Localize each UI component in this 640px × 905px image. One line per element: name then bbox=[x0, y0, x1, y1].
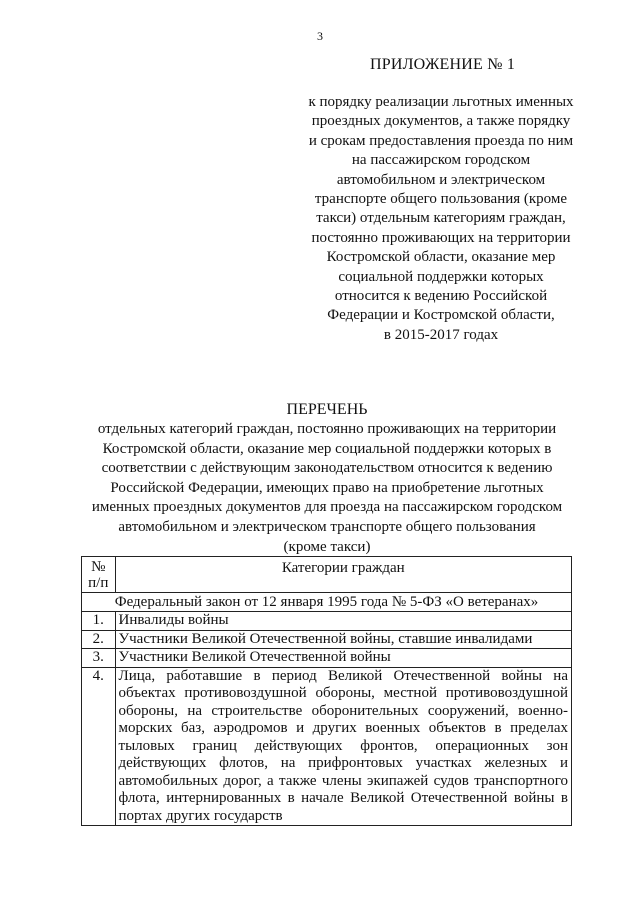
row-category-line: автомобильных дорог, а также члены экипажей судов транспортного bbox=[118, 772, 568, 789]
appendix-line: и срокам предоставления проезда по ним bbox=[308, 132, 574, 149]
list-subtitle-line: Российской Федерации, имеющих право на приобретение льготных bbox=[110, 479, 544, 496]
list-title: ПЕРЕЧЕНЬ bbox=[286, 401, 368, 418]
row-category-line: обороны, на строительстве оборонительных сооружений, военно- bbox=[118, 702, 568, 719]
appendix-line: к порядку реализации льготных именных bbox=[308, 94, 574, 110]
list-subtitle-line: именных проездных документов для проезда на пассажирском городском bbox=[91, 499, 563, 516]
table-row bbox=[82, 667, 572, 826]
law-cell: Федеральный закон от 12 января 1995 года № 5-ФЗ «О ветеранах» bbox=[82, 593, 572, 612]
table-header-row bbox=[82, 557, 572, 593]
row-category: Инвалиды войны bbox=[115, 612, 571, 631]
header-number-cell bbox=[82, 557, 116, 593]
list-subtitle-line: автомобильном и электрическом транспорте общего пользования bbox=[118, 518, 536, 535]
appendix-line: социальной поддержки которых bbox=[338, 268, 544, 285]
row-category-line: объектах противовоздушной обороны, местной противовоздушной bbox=[118, 685, 568, 701]
row-number: 2. bbox=[82, 630, 116, 649]
row-category-line: действующих флотов, на прифронтовых участках железных и bbox=[118, 755, 568, 771]
row-category-line: портах других государств bbox=[118, 807, 283, 824]
table-row bbox=[82, 630, 572, 649]
appendix-title: ПРИЛОЖЕНИЕ № 1 bbox=[370, 56, 516, 73]
header-number-abbr: п/п bbox=[88, 575, 109, 591]
appendix-line: транспорте общего пользования (кроме bbox=[314, 191, 568, 208]
list-subtitle-line: (кроме такси) bbox=[283, 538, 371, 555]
appendix-line: на пассажирском городском bbox=[351, 152, 531, 169]
appendix-line: Федерации и Костромской области, bbox=[327, 307, 555, 324]
table-row bbox=[82, 649, 572, 668]
appendix-line: Костромской области, оказание мер bbox=[326, 249, 556, 266]
row-number: 1. bbox=[82, 612, 116, 631]
law-row bbox=[82, 593, 572, 612]
appendix-line: в 2015-2017 годах bbox=[383, 326, 499, 343]
header-number-symbol: № bbox=[91, 559, 106, 575]
page-number: 3 bbox=[317, 29, 323, 43]
row-category: Участники Великой Отечественной войны, ставшие инвалидами bbox=[115, 630, 571, 649]
row-number: 3. bbox=[82, 649, 116, 668]
appendix-text bbox=[298, 93, 584, 345]
row-category-line: Лица, работавшие в период Великой Отечественной войны на bbox=[118, 667, 568, 684]
row-category: Участники Великой Отечественной войны bbox=[115, 649, 571, 668]
row-category bbox=[115, 667, 571, 826]
row-number: 4. bbox=[82, 667, 116, 826]
row-category-line: тыловых границ действующих фронтов, операционных зон bbox=[118, 737, 568, 754]
appendix-line: автомобильном и электрическом bbox=[336, 171, 546, 188]
appendix-line: такси) отдельным категориям граждан, bbox=[316, 210, 566, 227]
row-category-line: морских баз, аэродромов и других военных объектов в пределах bbox=[118, 720, 568, 736]
appendix-line: относится к ведению Российской bbox=[334, 288, 548, 305]
appendix-line: постоянно проживающих на территории bbox=[311, 229, 571, 246]
list-subtitle-line: соответствии с действующим законодательством относится к ведению bbox=[101, 460, 553, 477]
list-subtitle-line: отдельных категорий граждан, постоянно проживающих на территории bbox=[97, 421, 557, 437]
appendix-line: проездных документов, а также порядку bbox=[311, 113, 571, 130]
header-category-cell: Категории граждан bbox=[115, 557, 571, 593]
categories-table bbox=[81, 556, 572, 826]
row-category-line: флота, интернированных в начале Великой Отечественной войны в bbox=[118, 790, 568, 806]
table-row bbox=[82, 612, 572, 631]
list-subtitle bbox=[60, 420, 594, 557]
list-subtitle-line: Костромской области, оказание мер социальной поддержки которых в bbox=[102, 440, 552, 457]
